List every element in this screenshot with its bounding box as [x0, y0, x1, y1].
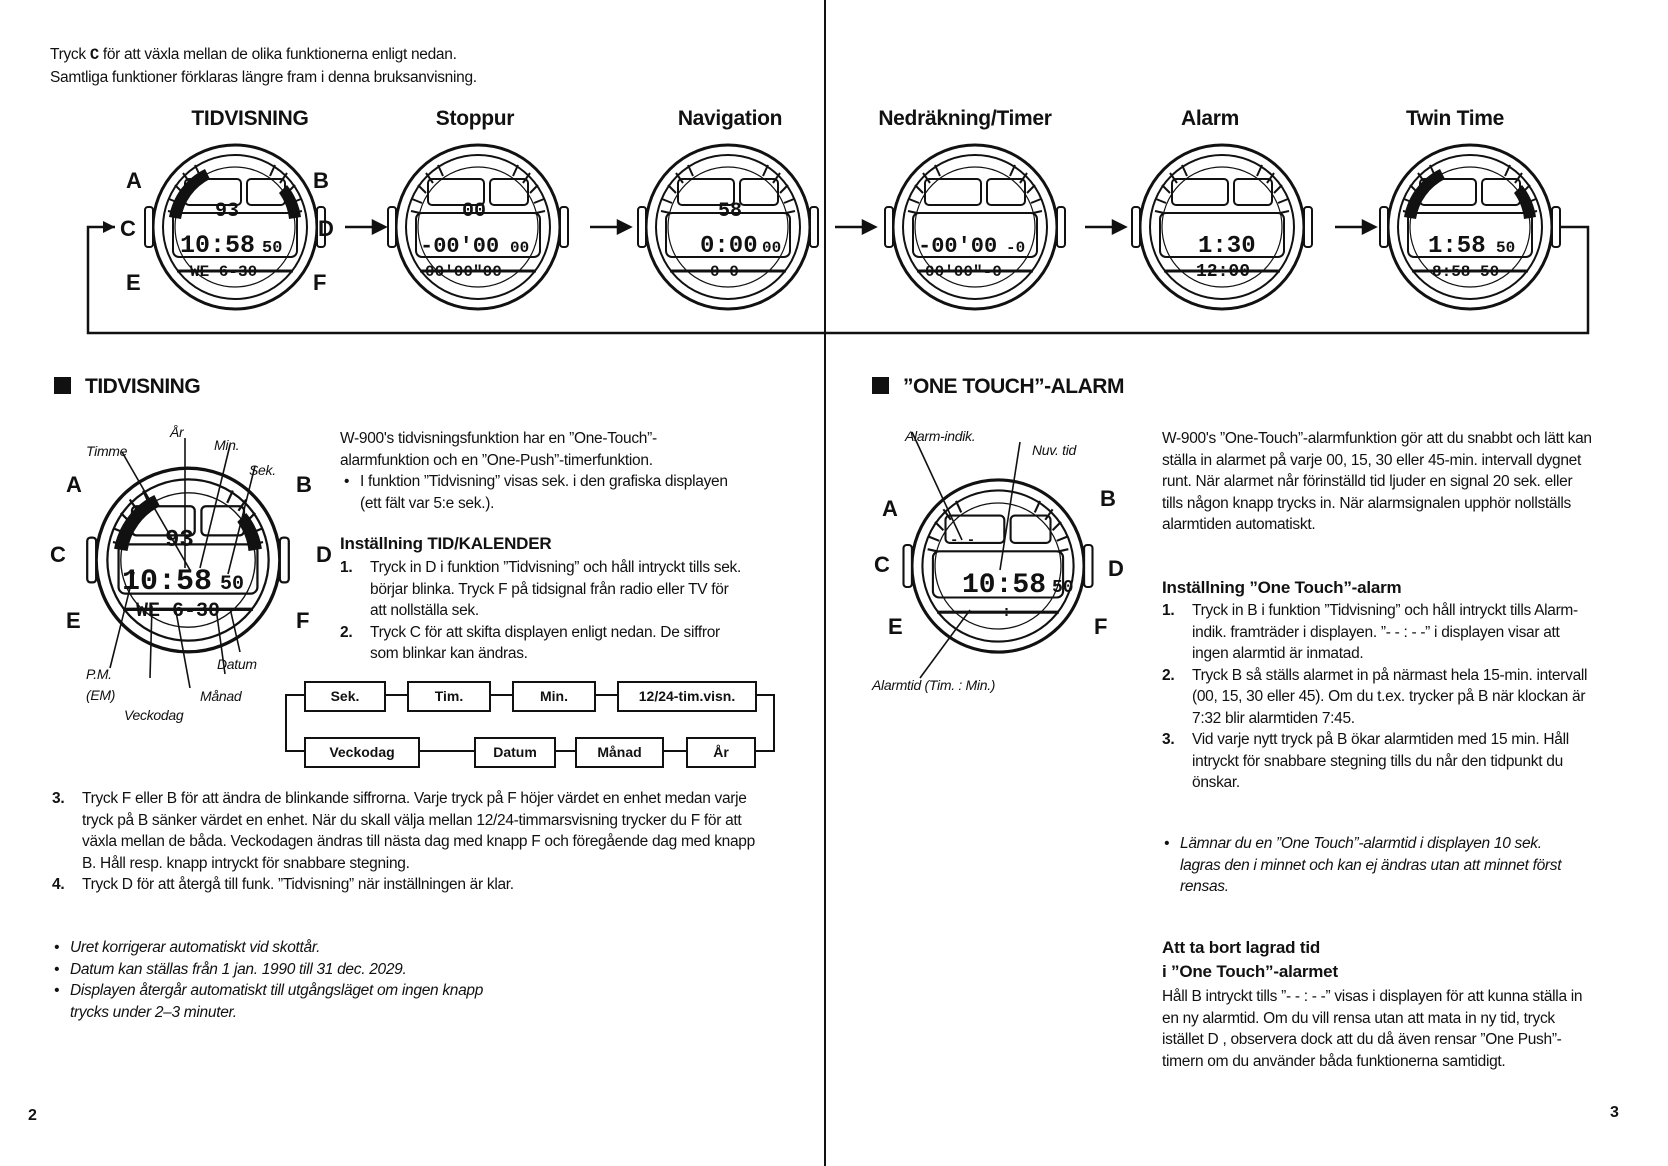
seq-veckodag: Veckodag: [304, 737, 420, 768]
page-number-left: 2: [28, 1107, 37, 1124]
right-step-3: [1162, 729, 1590, 794]
intro-line1-b: för att växla mellan de olika funktionerna enligt nedan.: [102, 46, 457, 63]
seq-datum: Datum: [474, 737, 556, 768]
heading-square-icon: [54, 377, 71, 394]
mode-label-1: Stoppur: [435, 107, 515, 130]
intro-key-c: C: [89, 46, 99, 64]
right-step-2-num: 2.: [1162, 666, 1175, 684]
ann-alarmtid: Alarmtid (Tim. : Min.): [872, 677, 996, 693]
flow-button-a: A: [126, 168, 142, 193]
left-note-2-text: Datum kan ställas från 1 jan. 1990 till 31 dec. 2029.: [70, 960, 407, 978]
left-button-c: C: [50, 542, 66, 567]
left-step-1-num: 1.: [340, 559, 353, 576]
right-intro: W-900's ”One-Touch”-alarmfunktion gör att du snabbt och lätt kan ställa in alarmet på varje 00, 15, 30 eller 45-min. intervall dygnet runt. När alarmet når förinställd tid ljuder en signal 20 sek. eller tills någon knapp trycks in. När alarmsignalen upphör nollställs alarmtiden automatiskt.: [1162, 430, 1592, 533]
left-note-1-text: Uret korrigerar automatiskt vid skottår.: [70, 939, 321, 956]
svg-text:93: 93: [165, 527, 194, 554]
right-button-f: F: [1094, 614, 1108, 639]
left-button-b: B: [296, 472, 312, 497]
left-note-3-text: Displayen återgår automatiskt till utgångsläget om ingen knapp trycks under 2–3 minuter.: [70, 982, 484, 1021]
mode-label-3: Nedräkning/Timer: [878, 107, 1052, 130]
flow-button-c: C: [120, 216, 136, 241]
right-heading-text: ”ONE TOUCH”-ALARM: [903, 375, 1124, 398]
alarm-watch-diagram: [870, 420, 1130, 690]
right-step-3-text: Vid varje nytt tryck på B ökar alarmtiden med 15 min. Håll intryckt för snabbare stegning tills du når den tidpunkt du önskar.: [1192, 731, 1569, 791]
mode-label-4: Alarm: [1180, 107, 1240, 130]
right-step-3-num: 3.: [1162, 731, 1175, 748]
ann-min: Min.: [214, 437, 240, 453]
ann-manad: Månad: [200, 688, 242, 704]
mode-label-0: TIDVISNING: [191, 107, 309, 130]
mode-1-bottom: 00'00"00: [425, 263, 502, 281]
alarm-watch-sec: 50: [1052, 578, 1074, 598]
mode-4-time: 1:30: [1198, 233, 1256, 260]
right-subheading-2-line2: i ”One Touch”-alarmet: [1162, 962, 1338, 981]
right-steps: [1162, 600, 1590, 794]
svg-text:- -: - -: [950, 533, 976, 549]
seq-manad: Månad: [575, 737, 664, 768]
right-final: Håll B intryckt tills ”- - : - -” visas i displayen för att kunna ställa in en ny alarmtid. Om du vill rensa utan att mata in ny tid, tryck istället D , observera dock att du då även rensar ”One Push”-timern om du använder båda funktionerna samtidigt.: [1162, 988, 1583, 1070]
right-button-e: E: [888, 614, 903, 639]
left-steps: [340, 557, 745, 665]
right-subheading: Inställning ”One Touch”-alarm: [1162, 578, 1402, 597]
left-intro-p1: W-900's tidvisningsfunktion har en ”One-Touch”-alarmfunktion och en ”One-Push”-timerfunktion.: [340, 430, 657, 469]
left-step-2-text: Tryck C för att skifta displayen enligt nedan. De siffror som blinkar kan ändras.: [370, 623, 720, 662]
intro-line1-a: Tryck: [50, 46, 86, 63]
mode-5-time: 1:58: [1428, 233, 1486, 260]
left-note-3: • Displayen återgår automatiskt till utgångsläget om ingen knapp trycks under 2–3 minuter.: [54, 982, 484, 1021]
left-step-4-text: Tryck D för att återgå till funk. ”Tidvisning” när inställningen är klar.: [82, 876, 514, 893]
right-step-1: [1162, 600, 1590, 665]
right-note-text: Lämnar du en ”One Touch”-alarmtid i displayen 10 sek. lagras den i minnet och kan ej ändras utan att minnet först rensas.: [1180, 835, 1562, 895]
left-intro: [340, 428, 740, 514]
ann-datum: Datum: [217, 656, 257, 672]
intro-line2: Samtliga funktioner förklaras längre fram i denna bruksanvisning.: [50, 68, 477, 86]
alarm-watch-bottom: - - : - -: [966, 604, 1048, 621]
right-heading: [872, 375, 1124, 399]
flow-button-d: D: [318, 216, 334, 241]
right-button-c: C: [874, 552, 890, 577]
left-button-f: F: [296, 608, 310, 633]
right-button-d: D: [1108, 556, 1124, 581]
right-step-1-text: Tryck in B i funktion ”Tidvisning” och håll intryckt tills Alarm-indik. framträder i displayen. ”- - : - -” i displayen visar att ingen alarmtid är inmatad.: [1192, 602, 1578, 662]
ann-timme: Timme: [86, 443, 128, 459]
mode-2-bottom: 0 0: [710, 263, 739, 281]
left-note-2: • Datum kan ställas från 1 jan. 1990 till 31 dec. 2029.: [54, 960, 407, 978]
seq-ar: År: [686, 737, 756, 768]
ann-veckodag: Veckodag: [124, 707, 184, 723]
mode-5-sec: 50: [1496, 239, 1516, 257]
left-subheading: Inställning TID/KALENDER: [340, 534, 552, 553]
mode-4-bottom: 12:00: [1196, 262, 1251, 282]
flow-button-b: B: [313, 168, 329, 193]
ann-alarm-indik: Alarm-indik.: [905, 428, 976, 444]
left-step-1-text: Tryck in D i funktion ”Tidvisning” och håll intryckt tills sek. börjar blinka. Tryck F på tidsignal från radio eller TV för att nollställa sek.: [370, 559, 742, 619]
alarm-watch-time: 10:58: [962, 570, 1047, 601]
left-button-e: E: [66, 608, 81, 633]
left-step-4: [52, 874, 772, 896]
mode-2-top: 58: [718, 200, 743, 223]
ann-ar: År: [170, 424, 184, 440]
right-step-1-num: 1.: [1162, 602, 1175, 619]
left-intro-bullet-text: I funktion ”Tidvisning” visas sek. i den grafiska displayen (ett fält var 5:e sek.).: [360, 473, 728, 512]
ann-nuv-tid: Nuv. tid: [1032, 442, 1077, 458]
intro-text: [50, 44, 750, 88]
mode-3-bottom: 00'00"-0: [925, 263, 1002, 281]
mode-2-sec: 00: [762, 239, 782, 257]
mode-0-time: 10:58: [180, 231, 256, 260]
left-step-3-text: Tryck F eller B för att ändra de blinkande siffrorna. Varje tryck på F höjer värdet en enhet medan varje tryck på B sänker värdet en enhet. När du skall välja mellan 12/24-timmarsvisning trycker du F för att växla mellan de båda. Veckodagen ändras till nästa dag med knapp F och föregående dag med knapp B. Håll resp. knapp intryckt för snabbare stegning.: [82, 790, 755, 872]
right-subheading-2-line1: Att ta bort lagrad tid: [1162, 938, 1321, 957]
left-step-4-num: 4.: [52, 876, 65, 893]
mode-2-time: 0:00: [700, 233, 758, 260]
mode-0-top: 93: [215, 200, 240, 223]
mode-1-top: 00: [462, 200, 487, 223]
left-intro-bullet: • I funktion ”Tidvisning” visas sek. i den grafiska displayen (ett fält var 5:e sek.).: [344, 473, 728, 512]
left-step-1: [340, 557, 745, 622]
seq-12-24: 12/24-tim.visn.: [617, 681, 757, 712]
left-notes: [52, 937, 492, 1023]
mode-label-5: Twin Time: [1405, 107, 1505, 130]
mode-label-2: Navigation: [677, 107, 783, 130]
seq-sek: Sek.: [304, 681, 386, 712]
svg-text:WE 6-30: WE 6-30: [136, 600, 221, 623]
left-step-2-num: 2.: [340, 623, 353, 641]
mode-0-sec: 50: [262, 239, 283, 258]
seq-min: Min.: [512, 681, 596, 712]
right-step-2: [1162, 665, 1590, 730]
mode-5-bottom: 8:58 50: [1432, 263, 1500, 281]
left-button-d: D: [316, 542, 332, 567]
left-heading-text: TIDVISNING: [85, 375, 201, 398]
left-heading: [54, 375, 200, 399]
ann-sek: Sek.: [249, 462, 276, 478]
mode-1-time: -00'00: [420, 234, 500, 259]
left-button-a: A: [66, 472, 82, 497]
left-steps-2: [52, 788, 772, 896]
flow-button-e: E: [126, 270, 141, 295]
page-number-right: 3: [1610, 1104, 1619, 1121]
right-step-2-text: Tryck B så ställs alarmet in på närmast hela 15-min. intervall (00, 15, 30 eller 45). Om du t.ex. trycker på B när klockan är 7:32 blir alarmtiden 7:45.: [1192, 666, 1588, 727]
mode-0-bottom: WE 6-30: [190, 263, 258, 281]
right-subheading-2: [1162, 936, 1338, 984]
left-note-1: • Uret korrigerar automatiskt vid skottår.: [54, 939, 321, 956]
ann-pm: P.M.: [86, 666, 112, 682]
svg-text:50: 50: [220, 573, 245, 596]
left-step-3: [52, 788, 772, 874]
heading-square-icon-right: [872, 377, 889, 394]
right-note: [1162, 833, 1562, 898]
seq-tim: Tim.: [407, 681, 491, 712]
right-button-b: B: [1100, 486, 1116, 511]
mode-flow-diagram: [0, 130, 1668, 350]
left-step-3-num: 3.: [52, 790, 65, 807]
left-watch-time: 10:58: [122, 565, 213, 599]
right-button-a: A: [882, 496, 898, 521]
ann-em: (EM): [86, 687, 116, 703]
right-note-bullet: • Lämnar du en ”One Touch”-alarmtid i displayen 10 sek. lagras den i minnet och kan ej ändras utan att minnet först rensas.: [1164, 835, 1562, 895]
flow-button-f: F: [313, 270, 327, 295]
mode-1-sec: 00: [510, 239, 530, 257]
left-step-2: [340, 622, 745, 665]
mode-3-sec: -0: [1006, 239, 1026, 257]
mode-3-time: -00'00: [918, 234, 998, 259]
